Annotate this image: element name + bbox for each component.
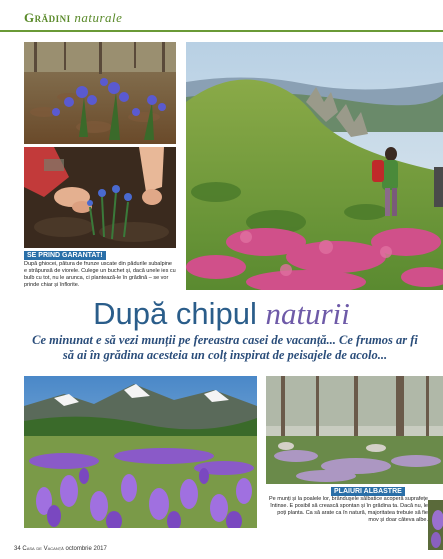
photo-forest-crocus — [266, 376, 443, 484]
caption-text-garantat: După ghiocei, pătura de frunze uscate din pădurile subalpine e străpunsă de viorele. Culege un buchet și, dacă unele ies cu bulb cu tot, nu le arunca, ci plantează-le în grădină – se vor prinde chiar și înflorite. — [24, 261, 176, 288]
photo-planting-hands — [24, 147, 176, 248]
caption-label-plaiuri: PLAIURI ALBASTRE — [331, 487, 405, 496]
photo-crocus-field — [24, 376, 257, 528]
section-header — [0, 0, 443, 32]
article-title — [0, 296, 443, 332]
section-title-italic: naturale — [74, 10, 123, 25]
header-rule — [0, 30, 443, 32]
section-title-bold: Grădini — [24, 10, 71, 25]
photo-flower-thumb — [428, 500, 443, 550]
page-footer — [14, 546, 107, 552]
article-lead: Ce minunat e să vezi munții pe fereastra casei de vacanță... Ce frumos ar fi să ai în grădina acesteia un colț inspirat de peisajele de acolo... — [32, 333, 418, 362]
article-title-part2: naturii — [265, 296, 350, 331]
issue-date: octombrie 2017 — [65, 546, 107, 552]
magazine-name: Casa de Vacanță — [22, 546, 64, 552]
section-title — [24, 10, 122, 26]
photo-mountain-hiker — [186, 42, 443, 290]
caption-text-plaiuri: Pe munți și la poalele lor, brânduşele sălbatice acoperă suprafețe întinse. E posibil să crească spontan și în grădina ta. Dacă nu, le poți planta. Ca să arate ca în natură, majoritatea trebuie să fie mov și doar câteva albe. — [269, 496, 428, 523]
caption-label-garantat: SE PRIND GARANTAT! — [24, 251, 106, 260]
page-number: 34 — [14, 546, 21, 552]
article-title-part1: După chipul — [93, 296, 257, 331]
photo-scilla-flowers — [24, 42, 176, 144]
